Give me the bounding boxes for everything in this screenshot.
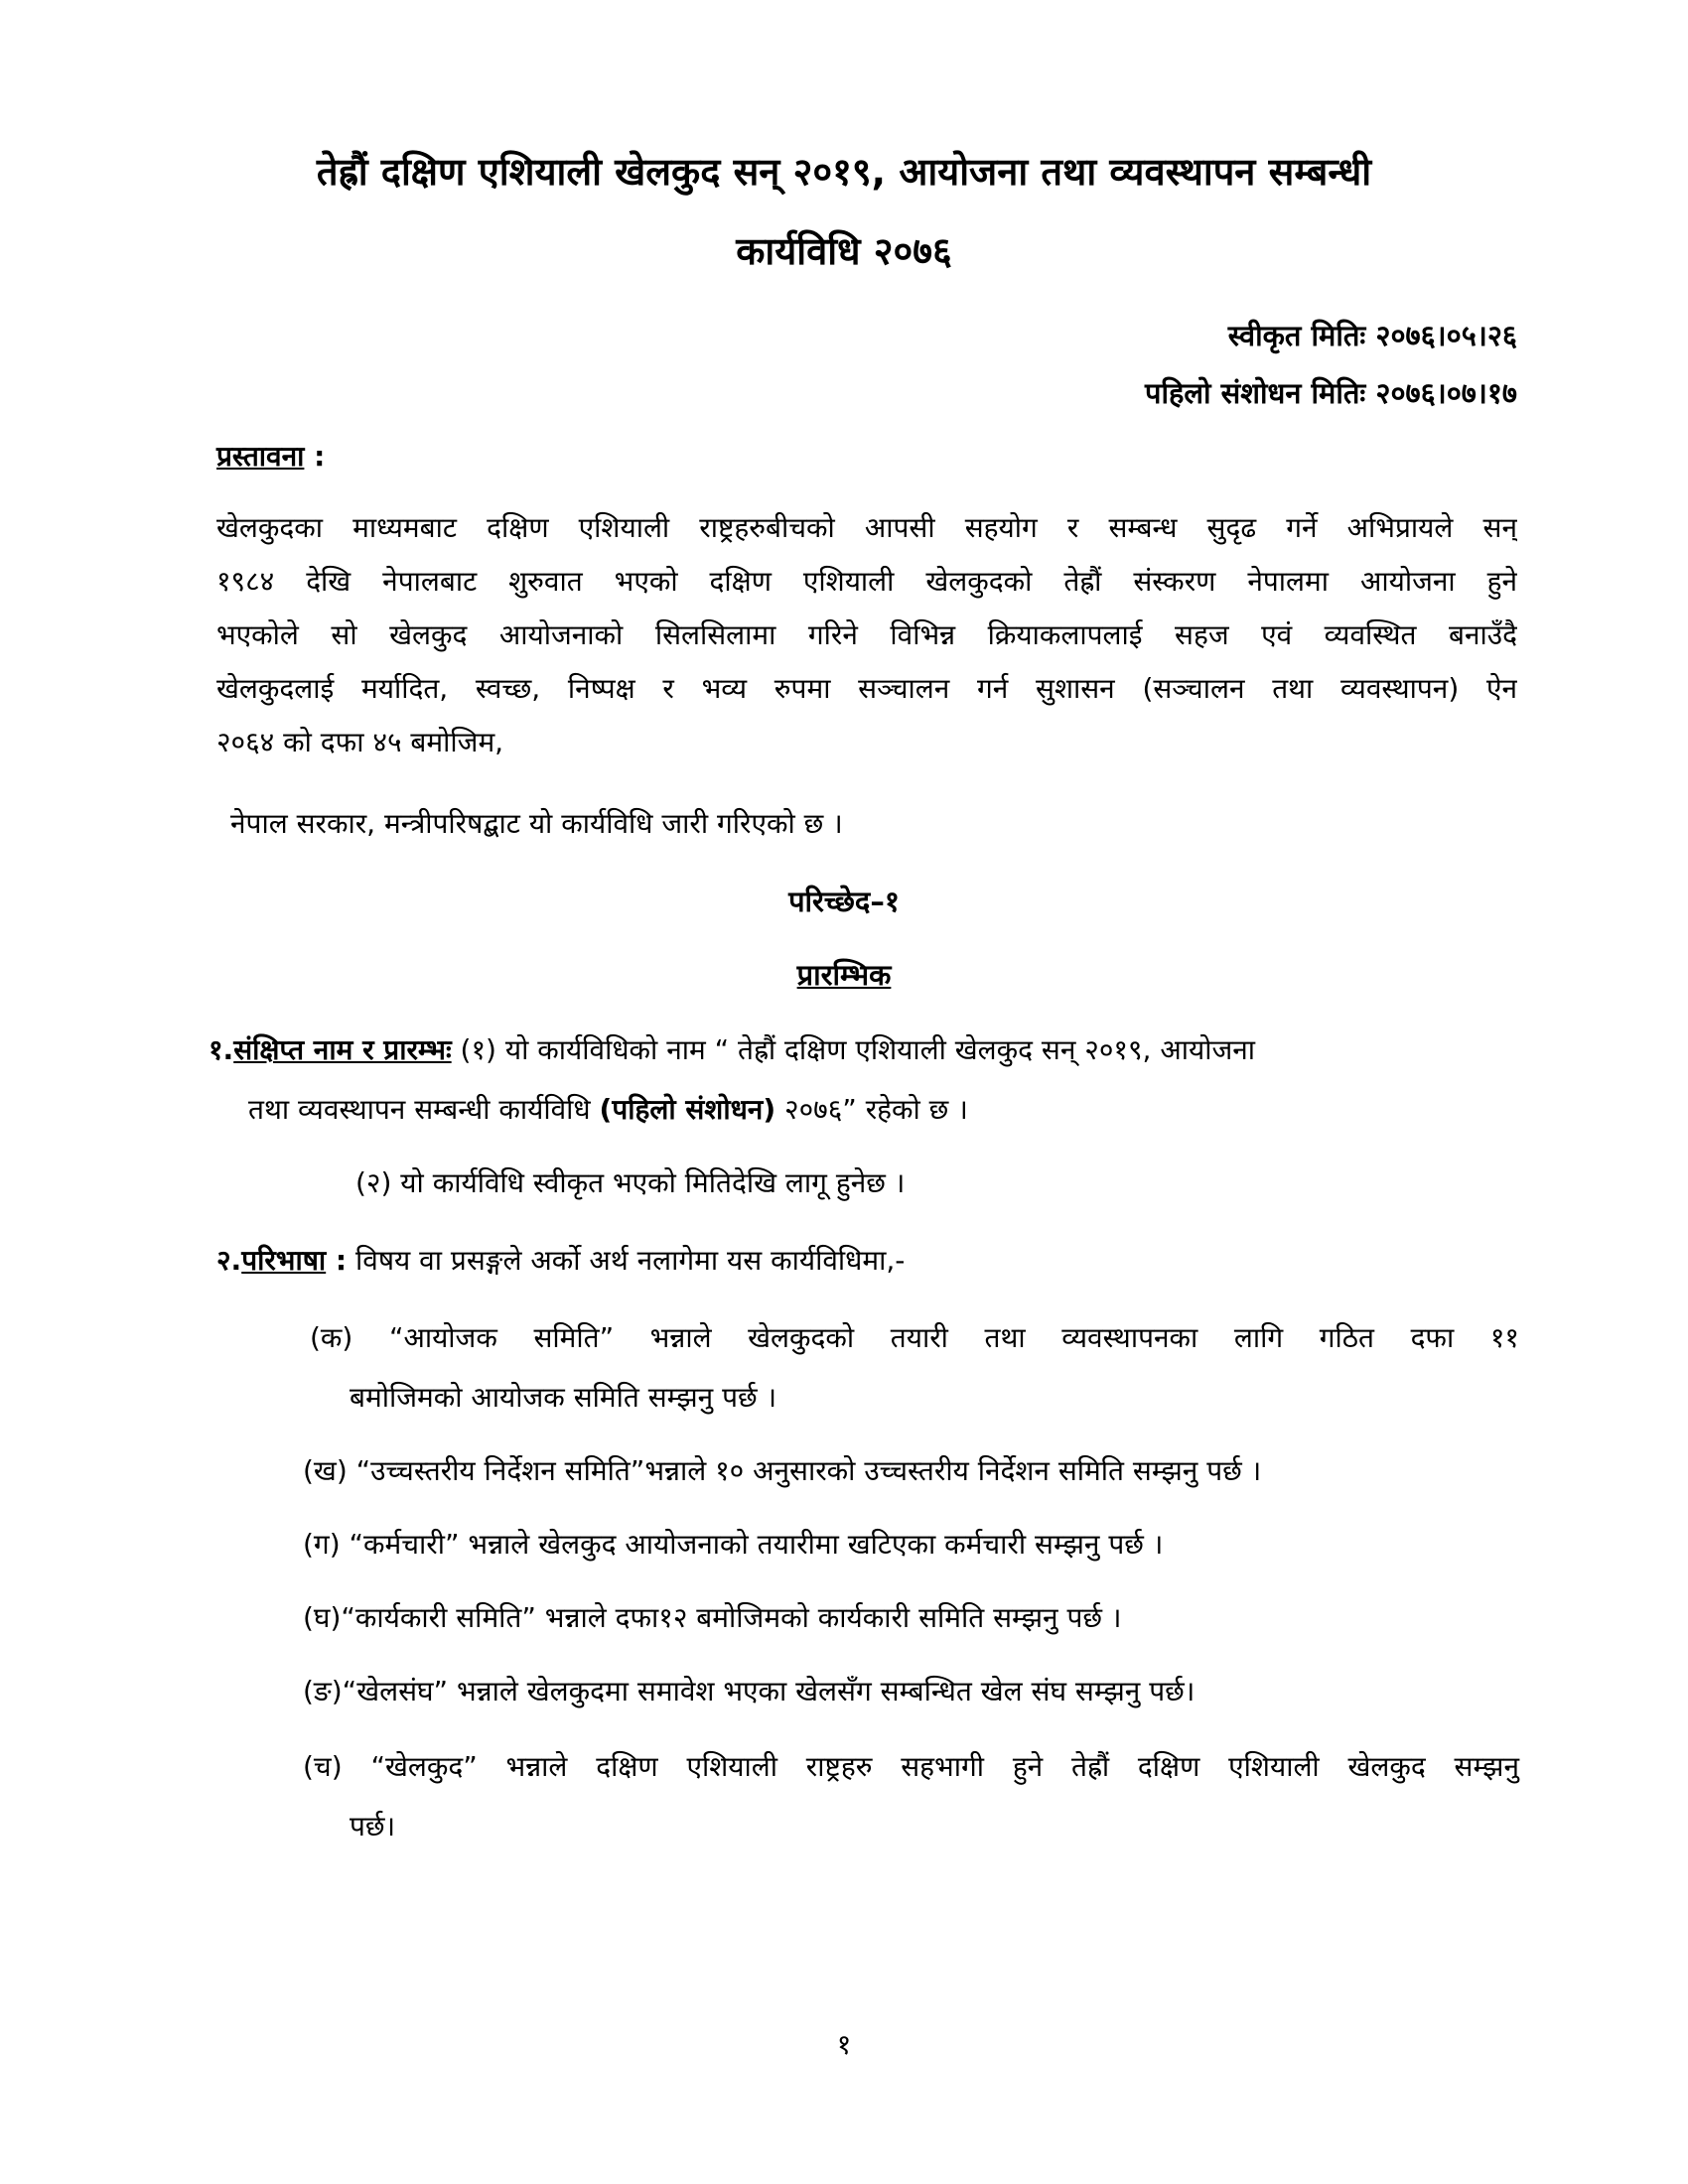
- definition-ka-line1: (क) “आयोजक समिति” भन्नाले खेलकुदको तयारी तथा व्यवस्थापनका लागि गठित दफा ११: [310, 1321, 1519, 1354]
- section-1-number: १.: [209, 1033, 234, 1066]
- preamble-line: खेलकुदलाई मर्यादित, स्वच्छ, निष्पक्ष र भव्य रुपमा सञ्चालन गर्न सुशासन (सञ्चालन तथा व्यवस्थापन) ऐन: [216, 672, 1517, 705]
- section-1-line2: [248, 1090, 968, 1130]
- document-title-line1: तेह्रौं दक्षिण एशियाली खेलकुद सन् २०१९, आयोजना तथा व्यवस्थापन सम्बन्धी: [316, 150, 1372, 194]
- definition-kha: (ख) “उच्चस्तरीय निर्देशन समिति”भन्नाले १० अनुसारको उच्चस्तरीय निर्देशन समिति सम्झनु पर्छ ।: [303, 1454, 1262, 1487]
- definition-nga: (ङ)“खेलसंघ” भन्नाले खेलकुदमा समावेश भएका खेलसँग सम्बन्धित खेल संघ सम्झनु पर्छ।: [303, 1675, 1196, 1707]
- section-1-sub1-text-cont: तथा व्यवस्थापन सम्बन्धी कार्यविधि: [248, 1093, 600, 1126]
- chapter-title: प्रारम्भिक: [796, 958, 892, 992]
- section-1-sub1-text-end: २०७६” रहेको छ ।: [775, 1093, 968, 1126]
- section-1-heading: संक्षिप्त नाम र प्रारम्भः: [233, 1033, 452, 1066]
- preamble-paragraph: [216, 501, 1517, 769]
- preamble-line: १९८४ देखि नेपालबाट शुरुवात भएको दक्षिण एशियाली खेलकुदको तेह्रौं संस्करण नेपालमा आयोजना हुने: [216, 565, 1517, 598]
- chapter-number: परिच्छेद–१: [788, 885, 900, 918]
- definition-ga: (ग) “कर्मचारी” भन्नाले खेलकुद आयोजनाको तयारीमा खटिएका कर्मचारी सम्झनु पर्छ ।: [303, 1528, 1164, 1561]
- page-number: १: [836, 2028, 852, 2061]
- section-2-intro: विषय वा प्रसङ्गले अर्को अर्थ नलागेमा यस कार्यविधिमा,-: [347, 1244, 906, 1277]
- preamble-line: २०६४ को दफा ४५ बमोजिम,: [216, 726, 504, 758]
- first-amendment-date: पहिलो संशोधन मितिः २०७६।०७।१७: [1145, 376, 1517, 410]
- section-2-number: २.: [216, 1244, 242, 1277]
- section-1-line1: [209, 1030, 1255, 1070]
- section-1-sub1-text: (१) यो कार्यविधिको नाम “ तेह्रौं दक्षिण एशियाली खेलकुद सन् २०१९, आयोजना: [451, 1033, 1256, 1066]
- section-2-heading-line: [216, 1241, 905, 1281]
- definition-cha-line1: (च) “खेलकुद” भन्नाले दक्षिण एशियाली राष्ट्रहरु सहभागी हुने तेह्रौं दक्षिण एशियाली खेलकुद सम्झनु: [303, 1750, 1519, 1783]
- section-2-colon: :: [326, 1244, 348, 1277]
- section-2-heading: परिभाषा: [241, 1244, 327, 1277]
- definition-cha-line2: पर्छ।: [350, 1810, 396, 1843]
- amendment-marker: (पहिलो संशोधन): [599, 1093, 776, 1126]
- document-title-line2: कार्यविधि २०७६: [736, 229, 952, 273]
- definition-ka-line2: बमोजिमको आयोजक समिति सम्झनु पर्छ ।: [350, 1381, 777, 1414]
- definition-gha: (घ)“कार्यकारी समिति” भन्नाले दफा१२ बमोजिमको कार्यकारी समिति सम्झनु पर्छ ।: [303, 1601, 1122, 1634]
- preamble-heading-label: प्रस्तावना: [216, 440, 305, 473]
- approved-date: स्वीकृत मितिः २०७६।०५।२६: [1227, 319, 1517, 352]
- preamble-heading-colon: :: [304, 440, 326, 473]
- preamble-line: भएकोले सो खेलकुद आयोजनाको सिलसिलामा गरिने विभिन्न क्रियाकलापलाई सहज एवं व्यवस्थित बनाउँदै: [216, 618, 1517, 651]
- decree-statement: नेपाल सरकार, मन्त्रीपरिषद्बाट यो कार्यविधि जारी गरिएको छ ।: [230, 807, 843, 840]
- preamble-line: खेलकुदका माध्यमबाट दक्षिण एशियाली राष्ट्रहरुबीचको आपसी सहयोग र सम्बन्ध सुदृढ गर्ने अभिप्रायले सन्: [216, 511, 1517, 544]
- preamble-heading: [216, 437, 325, 477]
- section-1-sub2: (२) यो कार्यविधि स्वीकृत भएको मितिदेखि लागू हुनेछ ।: [355, 1166, 906, 1199]
